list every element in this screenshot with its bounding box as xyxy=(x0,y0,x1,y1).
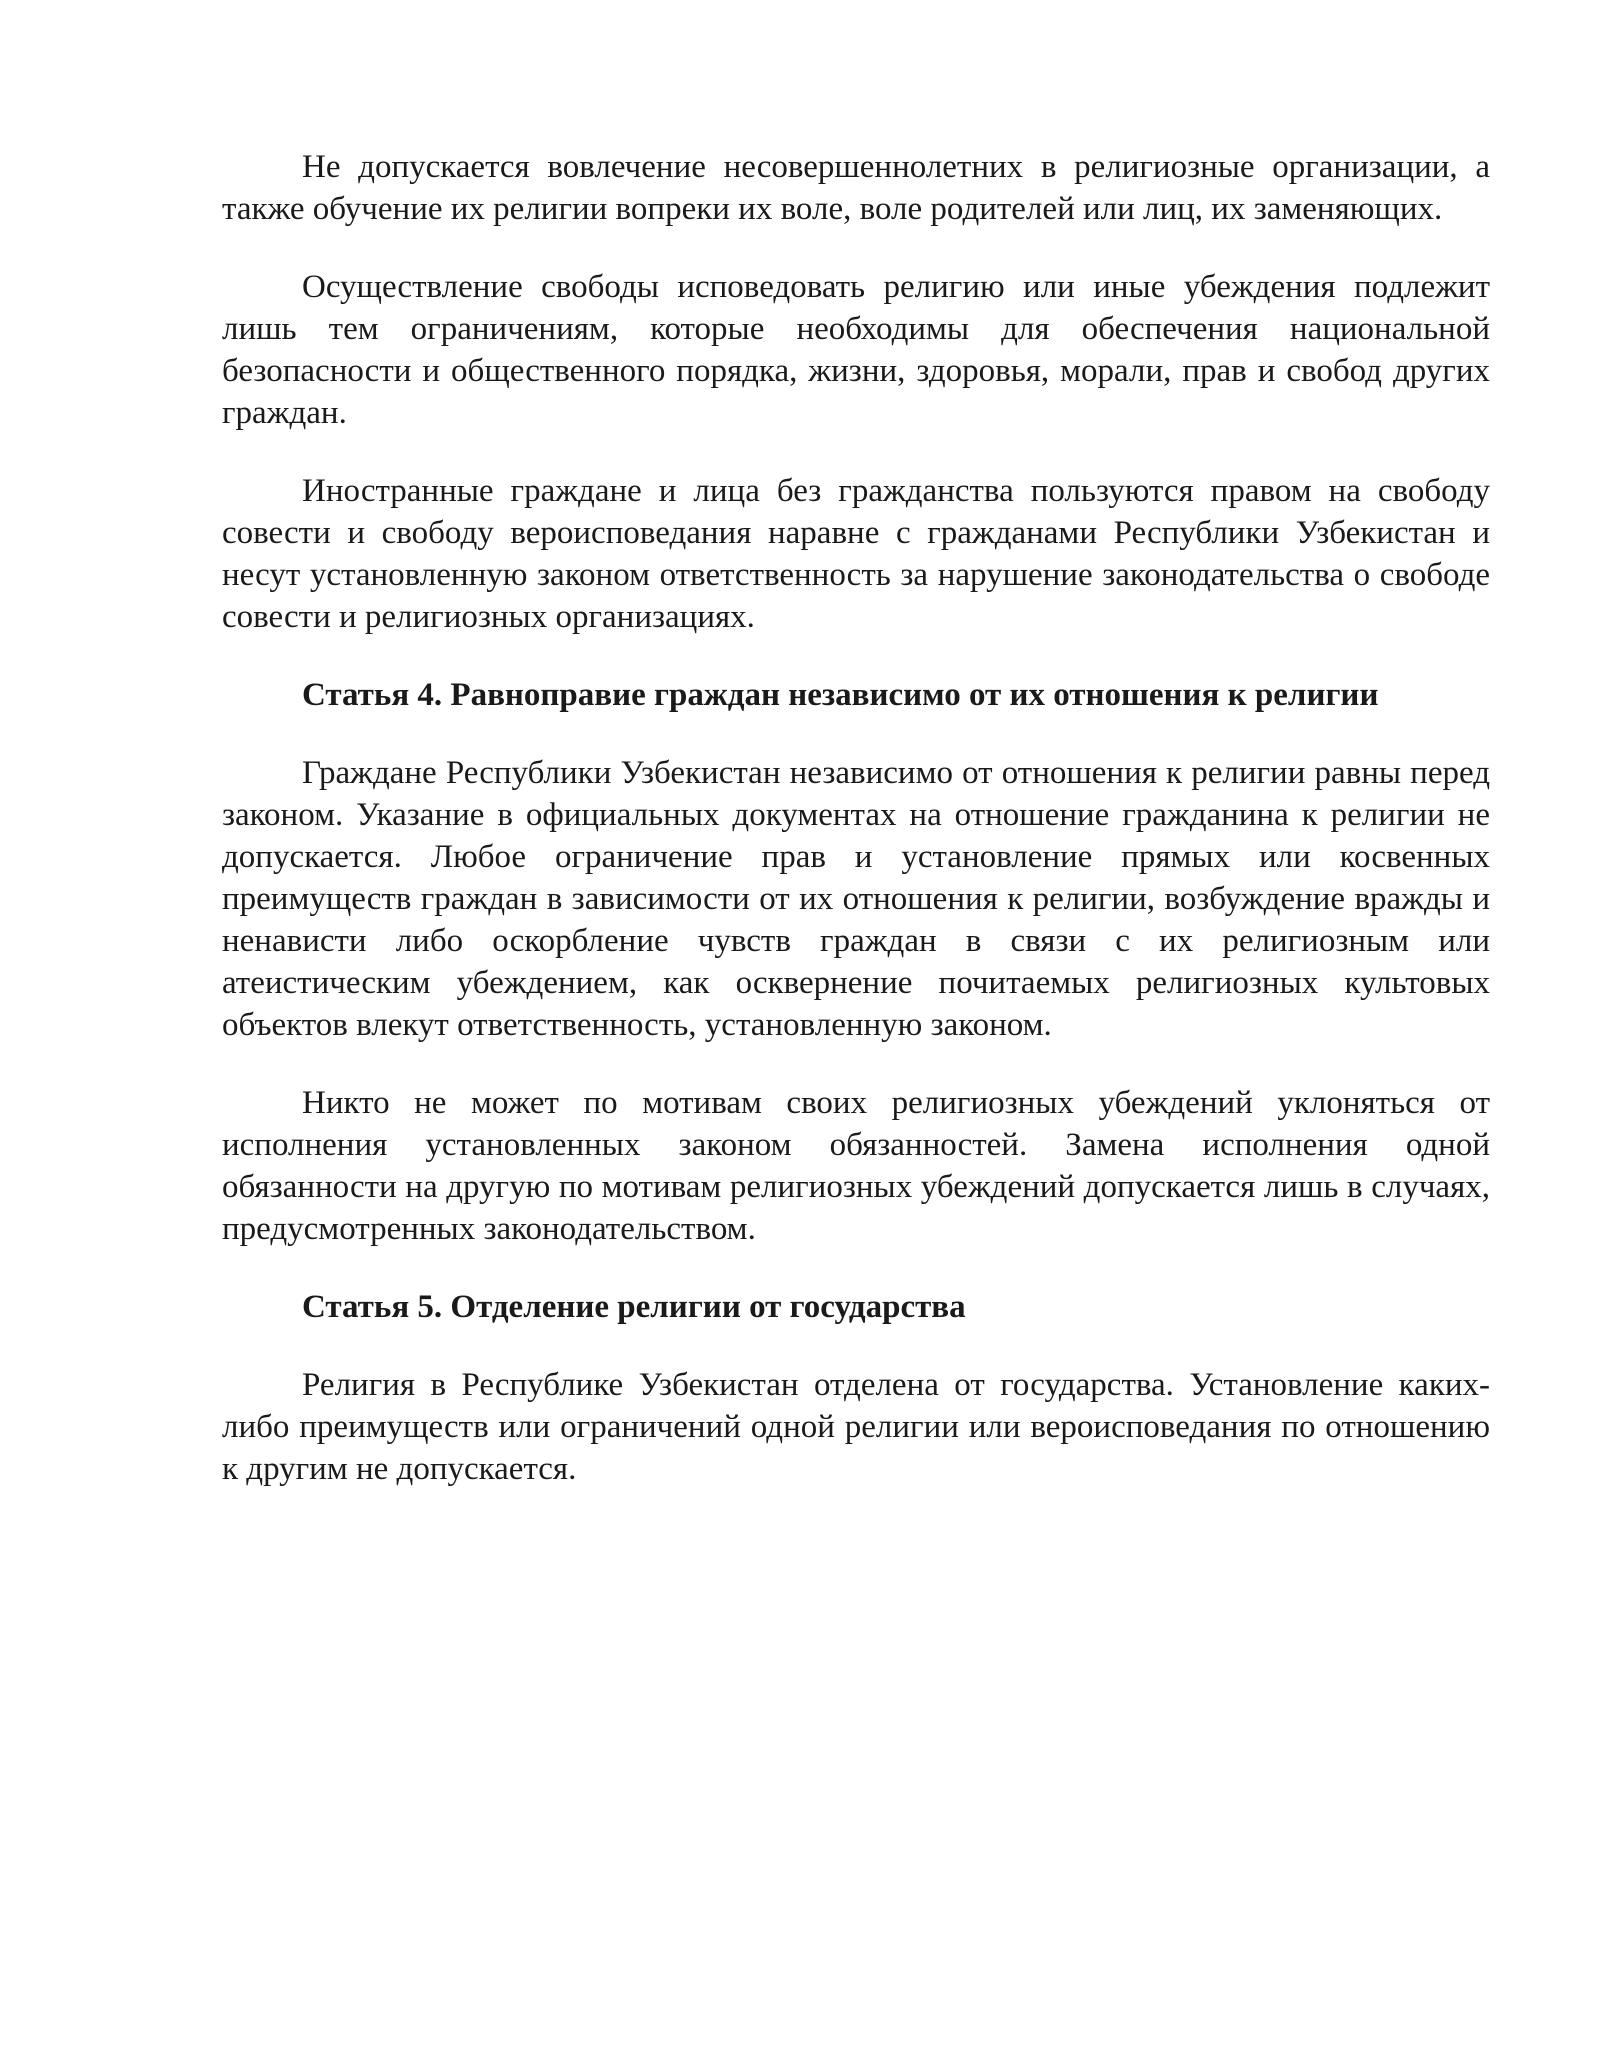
paragraph-obligations: Никто не может по мотивам своих религиозных убеждений уклоняться от исполнения установленных законом обязанностей. Замена исполнения одной обязанности на другую по мотивам религиозных убеждений допускается лишь в случаях, предусмотренных законодательством. xyxy=(222,1085,1490,1247)
article-5-heading: Статья 5. Отделение религии от государства xyxy=(302,1289,966,1325)
paragraph-foreign-citizens: Иностранные граждане и лица без гражданства пользуются правом на свободу совести и свободу вероисповедания наравне с гражданами Республики Узбекистан и несут установленную законом ответственность за нарушение законодательства о свободе совести и религиозных организациях. xyxy=(222,473,1490,635)
paragraph-restrictions: Осуществление свободы исповедовать религию или иные убеждения подлежит лишь тем ограничениям, которые необходимы для обеспечения национальной безопасности и общественного порядка, жизни, здоровья, морали, прав и свобод других граждан. xyxy=(222,269,1490,431)
paragraph-minors: Не допускается вовлечение несовершеннолетних в религиозные организации, а также обучение их религии вопреки их воле, воле родителей или лиц, их заменяющих. xyxy=(222,149,1490,227)
document-page xyxy=(222,146,1490,1526)
paragraph-separation: Религия в Республике Узбекистан отделена от государства. Установление каких-либо преимуществ или ограничений одной религии или вероисповедания по отношению к другим не допускается. xyxy=(222,1367,1490,1487)
article-4-heading: Статья 4. Равноправие граждан независимо от их отношения к религии xyxy=(302,677,1379,713)
paragraph-equality: Граждане Республики Узбекистан независимо от отношения к религии равны перед законом. Указание в официальных документах на отношение гражданина к религии не допускается. Любое ограничение прав и установление прямых или косвенных преимуществ граждан в зависимости от их отношения к религии, возбуждение вражды и ненависти либо оскорбление чувств граждан в связи с их религиозным или атеистическим убеждением, как осквернение почитаемых религиозных культовых объектов влекут ответственность, установленную законом. xyxy=(222,755,1490,1043)
